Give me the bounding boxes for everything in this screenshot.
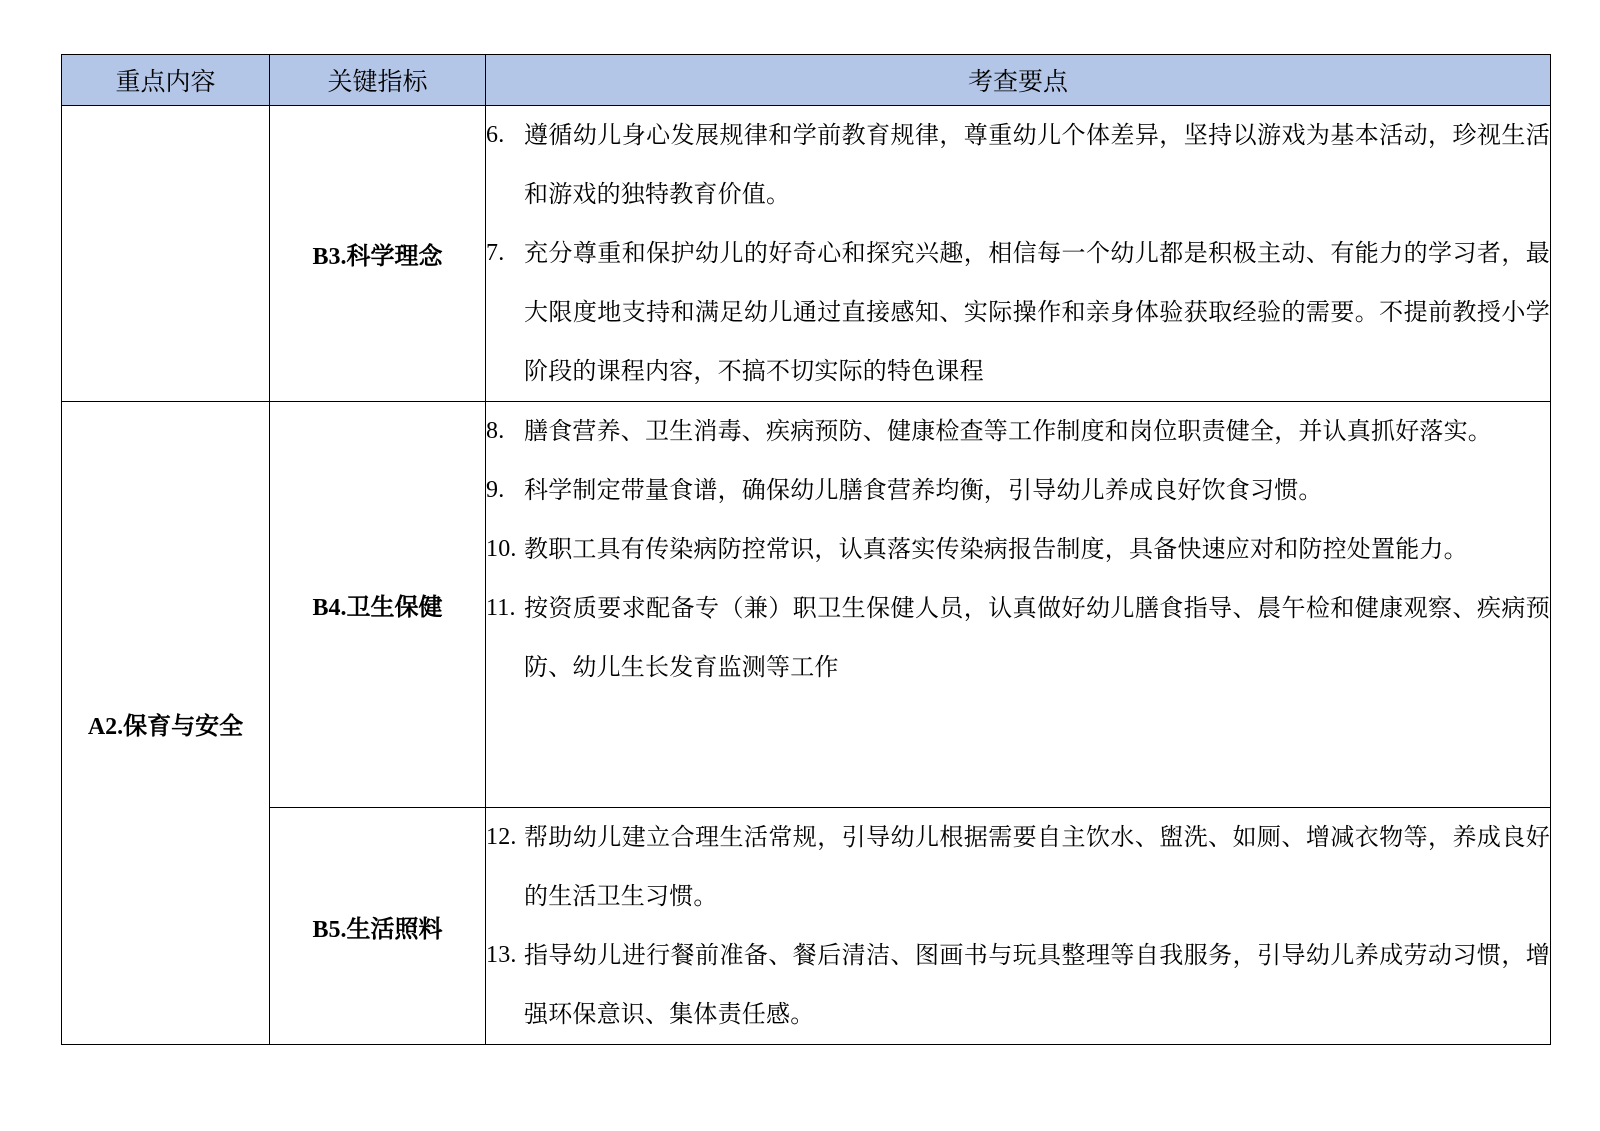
points-cell-b5 <box>486 808 1551 1045</box>
indicator-label: 卫生保健 <box>346 593 443 621</box>
point-number: 6. <box>486 122 505 148</box>
focus-label: 保育与安全 <box>123 711 244 740</box>
indicator-cell-b4 <box>270 402 486 808</box>
indicator-cell-b3 <box>270 106 486 402</box>
point-text: 指导幼儿进行餐前准备、餐后清洁、图画书与玩具整理等自我服务，引导幼儿养成劳动习惯，增强环保意识、集体责任感。 <box>524 941 1550 1028</box>
header-check-points: 考查要点 <box>486 55 1551 106</box>
focus-code: A2. <box>87 713 124 740</box>
indicator-code: B3. <box>312 244 347 270</box>
points-cell-b4 <box>486 402 1551 808</box>
point-number: 12. <box>486 824 517 850</box>
point-text: 遵循幼儿身心发展规律和学前教育规律，尊重幼儿个体差异，坚持以游戏为基本活动，珍视生活和游戏的独特教育价值。 <box>524 121 1550 208</box>
point-number: 7. <box>486 240 505 266</box>
evaluation-table <box>61 54 1551 1045</box>
point-number: 10. <box>486 536 517 562</box>
table-row <box>62 106 1551 402</box>
indicator-code: B5. <box>312 916 347 943</box>
point-text: 教职工具有传染病防控常识，认真落实传染病报告制度，具备快速应对和防控处置能力。 <box>524 535 1468 563</box>
point-text: 帮助幼儿建立合理生活常规，引导幼儿根据需要自主饮水、盥洗、如厕、增减衣物等，养成良好的生活卫生习惯。 <box>524 823 1550 910</box>
point-number: 13. <box>486 942 517 968</box>
header-focus-content: 重点内容 <box>62 55 270 106</box>
focus-cell-empty <box>62 106 270 402</box>
indicator-code: B4. <box>312 595 347 621</box>
check-point <box>486 461 1550 520</box>
table-row <box>62 402 1551 808</box>
point-text: 膳食营养、卫生消毒、疾病预防、健康检查等工作制度和岗位职责健全，并认真抓好落实。 <box>524 417 1492 445</box>
header-key-indicator: 关键指标 <box>270 55 486 106</box>
points-cell-b3 <box>486 106 1551 402</box>
check-point <box>486 808 1550 926</box>
indicator-cell-b5 <box>270 808 486 1045</box>
check-point <box>486 926 1550 1044</box>
point-text: 按资质要求配备专（兼）职卫生保健人员，认真做好幼儿膳食指导、晨午检和健康观察、疾病预防、幼儿生长发育监测等工作 <box>524 594 1550 681</box>
point-number: 9. <box>486 477 505 503</box>
point-text: 充分尊重和保护幼儿的好奇心和探究兴趣，相信每一个幼儿都是积极主动、有能力的学习者，最大限度地支持和满足幼儿通过直接感知、实际操作和亲身体验获取经验的需要。不提前教授小学阶段的课程内容，不搞不切实际的特色课程 <box>524 239 1550 385</box>
indicator-label: 科学理念 <box>346 242 443 270</box>
focus-cell-a2 <box>62 402 270 1045</box>
check-point <box>486 579 1550 697</box>
table-header-row <box>62 55 1551 106</box>
check-point <box>486 520 1550 579</box>
indicator-label: 生活照料 <box>346 914 443 943</box>
point-number: 11. <box>486 595 516 621</box>
point-number: 8. <box>486 418 505 444</box>
check-point <box>486 224 1550 401</box>
point-text: 科学制定带量食谱，确保幼儿膳食营养均衡，引导幼儿养成良好饮食习惯。 <box>524 476 1323 504</box>
table-row <box>62 808 1551 1045</box>
check-point <box>486 106 1550 224</box>
check-point <box>486 402 1550 461</box>
